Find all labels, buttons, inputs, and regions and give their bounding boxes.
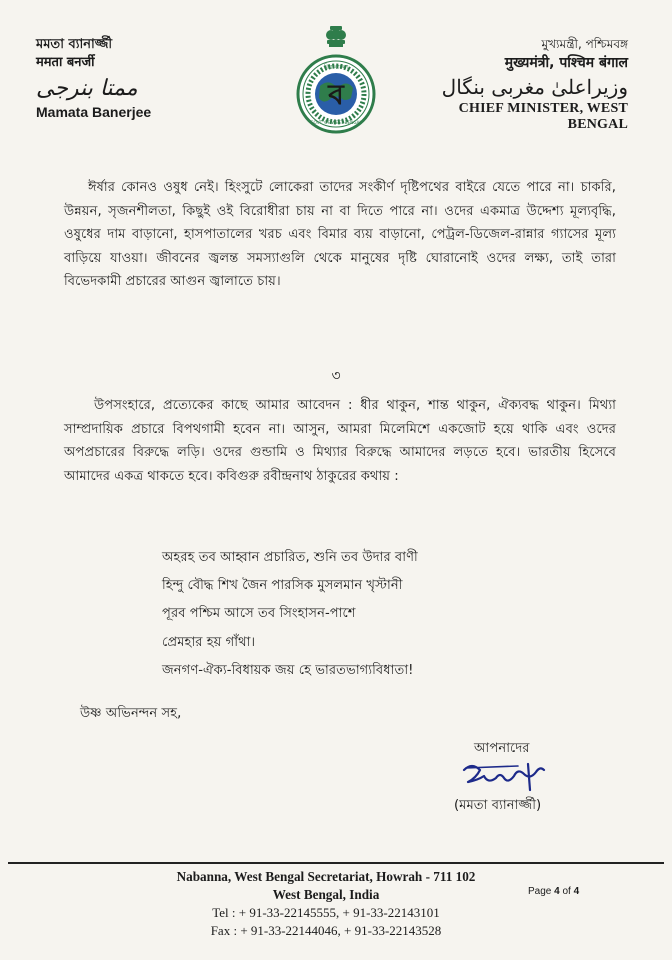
footer-address-line2: West Bengal, India [272,887,380,902]
emblem-text: বিশ্ব বাংলা [323,64,349,71]
page-current: 4 [554,886,560,897]
page-total: 4 [573,886,580,897]
section-number: ৩ [331,368,341,384]
poem-block [162,544,418,685]
title-bengali: মুখ্যমন্ত্রী, পশ্চিমবঙ্গ [541,37,628,51]
header-left-block [36,36,226,120]
name-hindi: ममता बनर्जी [36,55,95,70]
footer-telephone: Tel : + 91-33-22145555, + 91-33-22143101 [212,905,440,920]
emblem-caption: GOVT. OF WEST BENGAL [310,120,362,125]
name-english: Mamata Banerjee [36,104,152,120]
emblem-letter: ব [328,78,344,111]
page-of: of [562,886,571,897]
header-right-block [398,36,628,133]
handwritten-signature-icon [458,758,554,794]
paragraph-2: উপসংহারে, প্রত্যেকের কাছে আমার আবেদন : ধীর থাকুন, শান্ত থাকুন, ঐক্যবদ্ধ থাকুন। মিথ্যা সাম্প্রদায়িক প্রচারে বিপথগামী হবেন না। আসুন, আমরা মিলেমিশে একজোট হয়ে থাকি এবং ওদের অপপ্রচারের বিরুদ্ধে লড়ি। ওদের গুন্ডামি ও মিথ্যার বিরুদ্ধে আমাদের লড়তে হবে। ভারতীয় হিসেবে আমাদের একত্র থাকতে হবে। কবিগুরু রবীন্দ্রনাথ ঠাকুরের কথায় : [64,398,616,484]
footer-address-block [140,868,512,940]
title-english: CHIEF MINISTER, WEST BENGAL [458,101,628,132]
closing: আপনাদের [474,741,530,756]
greeting: উষ্ণ অভিনন্দন সহ, [80,706,182,721]
footer-fax: Fax : + 91-33-22144046, + 91-33-22143528 [210,923,442,938]
title-hindi: मुख्यमंत्री, पश्चिम बंगाल [504,55,628,71]
name-urdu: ممتا بنرجی [36,76,138,101]
name-bengali: মমতা ব্যানার্জ্জী [36,37,113,52]
footer-address-line1: Nabanna, West Bengal Secretariat, Howrah - 711 102 [176,869,476,884]
paragraph-1: ঈর্ষার কোনও ওষুধ নেই। হিংসুটে লোকেরা তাদের সংকীর্ণ দৃষ্টিপথের বাইরে যেতে পারে না। চাকরি, উন্নয়ন, সৃজনশীলতা, কিছুই ওই বিরোধীরা চায় না বা দিতে পারে না। ওদের একমাত্র উদ্দেশ্য মূল্যবৃদ্ধি, ওষুধের দাম বাড়ানো, হাসপাতালের খরচ এবং বিমার ব্যয় বাড়ানো, পেট্রল-ডিজেল-রান্নার গ্যাসের মূল্য বাড়িয়ে যাওয়া। জীবনের জ্বলন্ত সমস্যাগুলি থেকে মানুষের দৃষ্টি ঘোরানোই ওদের লক্ষ্য, তাই তারা বিভেদকামী প্রচারের আগুন জ্বালাতে চায়। [64,180,616,289]
signatory-name: (মমতা ব্যানার্জ্জী) [454,798,542,813]
biswa-bangla-emblem-icon [287,24,385,136]
poem-line: প্রেমহার হয় গাঁথা। [162,634,256,650]
footer-divider [8,862,664,864]
page-number [528,886,579,897]
poem-line: অহরহ তব আহ্বান প্রচারিত, শুনি তব উদার বাণী [162,550,418,565]
page-label: Page [528,886,552,897]
title-urdu: وزیراعلیٰ مغربی بنگال [441,75,628,99]
poem-line: পূরব পশ্চিম আসে তব সিংহাসন-পাশে [162,606,356,622]
poem-line: জনগণ-ঐক্য-বিধায়ক জয় হে ভারতভাগ্যবিধাতা! [162,662,414,678]
poem-line: হিন্দু বৌদ্ধ শিখ জৈন পারসিক মুসলমান খৃস্টানী [162,578,403,594]
